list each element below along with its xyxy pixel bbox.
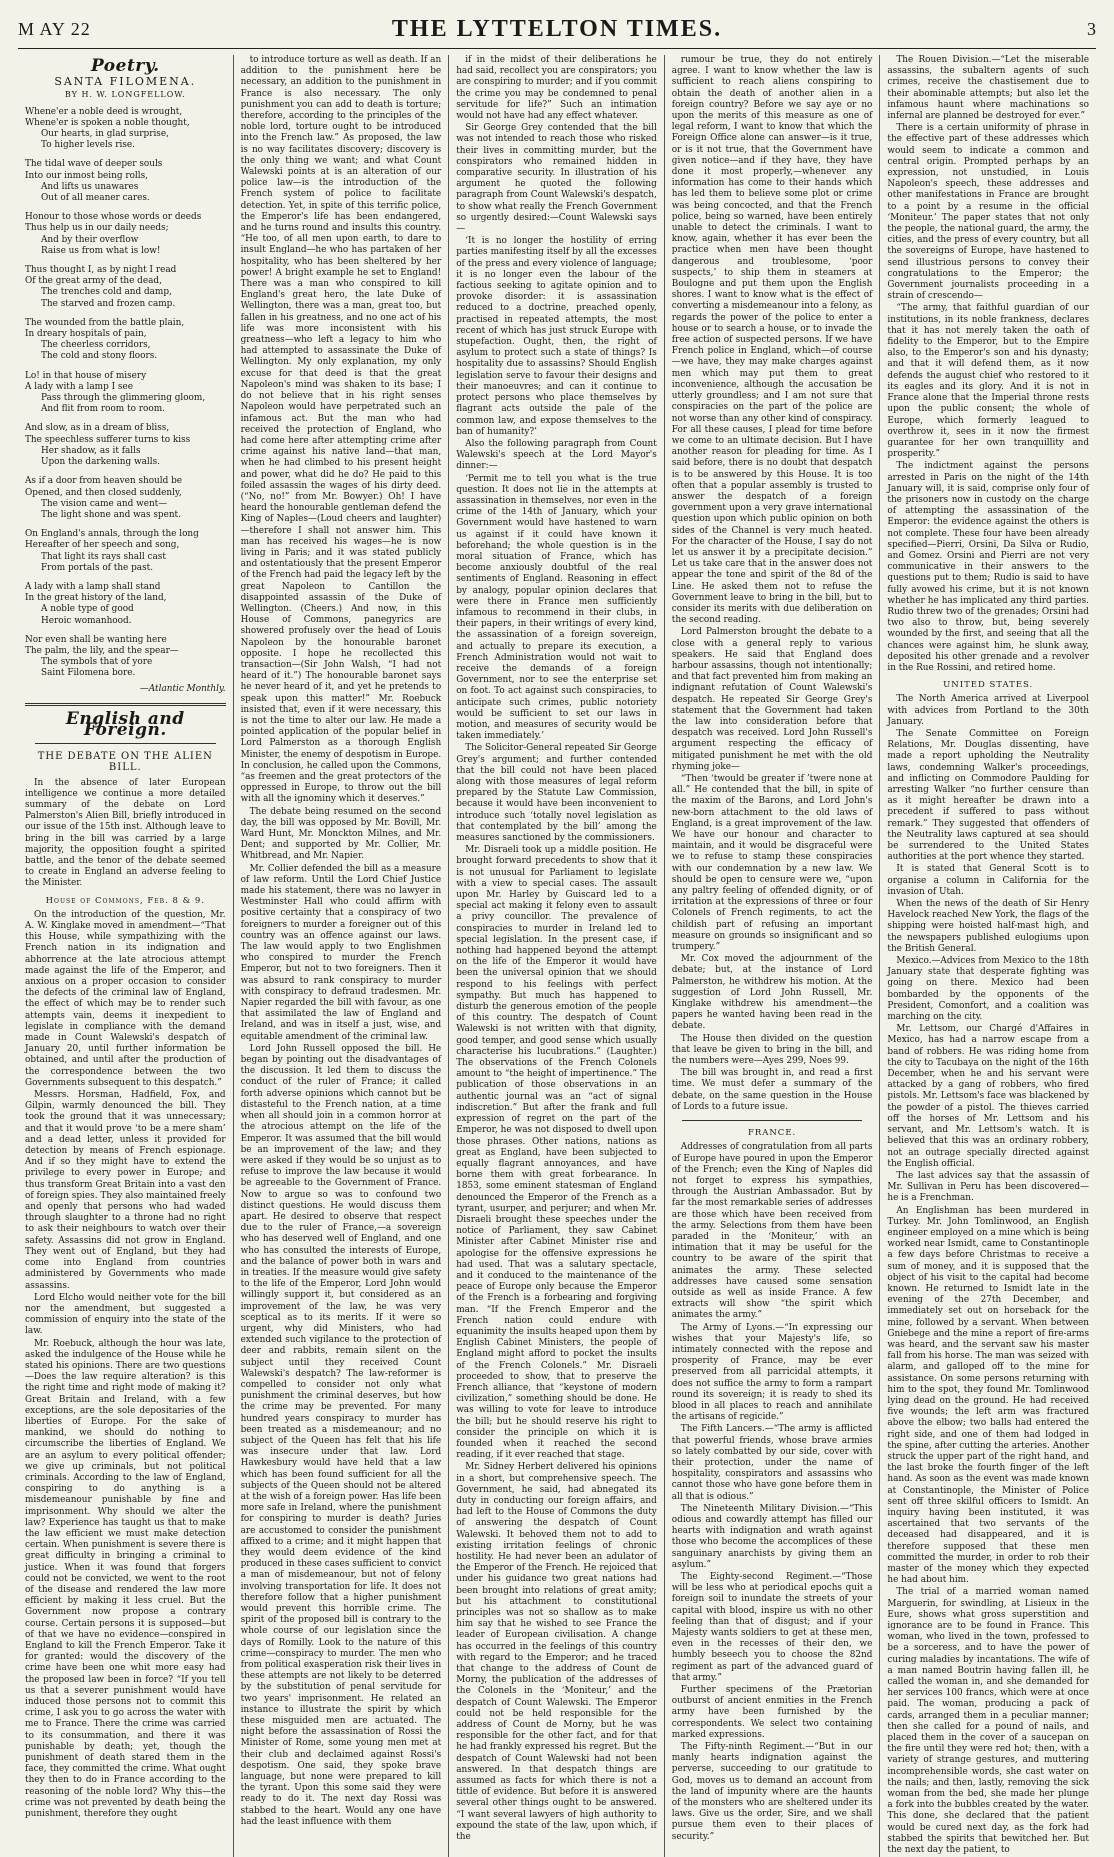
paragraph: ‘It is no longer the hostility of erring parties manifesting itself by all the excesses of the press and every violence of language; it is no longer even the labour of the factious seeking to agitate opinion and to provoke disorder: it is assassination reduced to a doctrine, preached openly, practised in repeated attempts, the most recent of which has just struck Europe with stupefaction. Ought, then, the right of asylum to protect such a state of things? Is hospitality due to assassins? Should English legislation serve to favour their designs and their manoeuvres; and can it continue to protect persons who place themselves by flagrant acts outside the pale of the common law, and expose themselves to the ban of humanity?’ xyxy=(456,236,657,437)
united-states-heading: UNITED STATES. xyxy=(943,680,1034,691)
poem-line: On England's annals, through the long xyxy=(25,529,199,540)
poem-line: Upon the darkening walls. xyxy=(41,457,160,468)
paragraph: The Fifty-ninth Regiment.—“But in our manly hearts indignation against the perverse, succeeding to our gratitude to God, moves us to demand an account from the land of impunity where are the haunts of the monsters who are sheltered under its laws. Give us the order, Sire, and we shall pursue them even to their places of security.” xyxy=(671,1742,873,1842)
paragraph: Mr. Cox moved the adjournment of the debate; but, at the instance of Lord Palmerston, he withdrew his motion. At the suggestion of Lord John Russell, Mr. Kinglake withdrew his amendment—the papers he wanted having been read in the debate. xyxy=(671,954,873,1032)
column-1 xyxy=(18,55,234,1857)
paragraph: rumour be true, they do not entirely agree. I want to know whether the law is sufficient to reach aliens conspiring to obtain the death of another alien in a foreign country? Before we say aye or no upon the merits of this measure as one of legal reform, I want to know that which the Foreign Office alone can answer—is it true, or is it not true, that the Government have given notice—and if they have, they have done it most properly,—whenever any information has come to their hands which has led them to believe some plot or crime was being concocted, and that the French police, being so warned, have been entirely unable to detect the criminals. I want to know, again, whether it has ever been the practice when men have been thought dangerous and troublesome, ‘poor suspects,’ to ship them in steamers at Boulogne and put them upon the English shores. I want to know what is the effect of converting a misdemeanour into a felony, as regards the power of the police to enter a house or to search a house, or to invade the free action of suspected persons. If we have French police in England, which—of course—we have, they may make charges against men which may put them to great inconvenience, although the accusation be utterly groundless; and I am not sure that conspiracies on the part of the police are not worse than any other kind of conspiracy. For all these causes, I plead for time before we come to an ultimate decision. But I have another reason for pleading for time. As I said before, there is no doubt that despatch is to be answered by this House. It is too often that a popular assembly is trusted to answer the despatch of a foreign government upon a very grave international question upon which public opinion on both sides of the Channel is very much heated. For the character of the House, I say do not let us answer it by a precipitate decision.” Let us take care that in the answer does not appear the tone and spirit of the 8d of the Line. He asked them not to refuse the Government leave to bring in the bill, but to consider its merits with due deliberation on the second reading. xyxy=(671,55,873,626)
poem-line: Thus thought I, as by night I read xyxy=(25,265,177,276)
news-heading: English and Foreign. xyxy=(65,708,185,740)
article-title: THE DEBATE ON THE ALIEN BILL. xyxy=(37,751,213,774)
poem-line: From portals of the past. xyxy=(41,562,154,573)
poem-line: A noble type of good xyxy=(41,604,134,615)
subheading: House of Commons, Feb. 8 & 9. xyxy=(45,895,205,906)
poem-stanza xyxy=(25,212,226,257)
poem-line: The cold and stony floors. xyxy=(41,351,158,362)
poem-line: That light its rays shall cast xyxy=(41,551,166,562)
poem-stanza xyxy=(25,265,226,310)
paragraph: Messrs. Horsman, Hadfield, Fox, and Gilpin, warmly denounced the bill. They took the ground that it was unnecessary; and that it would prove ‘to be a mere sham’ and a dead letter, unless it provided for detection by means of French espionage. And if so they might have to extend the privilege to every power in Europe; and thus transform Great Britain into a vast den of foreign spies. They also maintained freely and openly that persons who had waded through slaughter to a throne had no right to ask their neighbours to watch over their safety. Assassins did not grow in England. They went out of England, but they had come into England from countries administered by Governments who made assassins. xyxy=(25,1090,226,1291)
poem-line: Her shadow, as it falls xyxy=(41,445,141,456)
poem-line: The wounded from the battle plain, xyxy=(25,317,185,328)
poem-line: Our hearts, in glad surprise, xyxy=(41,129,169,140)
paragraph: In the absence of later European intelligence we continue a more detailed summary of the debate on Lord Palmerston's Alien Bill, briefly introduced in our issue of the 15th inst. Although leave to bring in the bill was carried by a large majority, the opposition fought a spirited battle, and the tenor of the debate seemed to create in England an adverse feeling to the Minister. xyxy=(25,777,226,889)
poem-line: Raise us from what is low! xyxy=(41,245,161,256)
paragraph: The Fifth Lancers.—“The army is afflicted that powerful friends, whose brave armies so lately combatted by our side, cover with their protection, under the name of hospitality, conspirators and assassins who cannot those who have gone before them in all that is odious.” xyxy=(671,1424,873,1502)
paragraph: The indictment against the persons arrested in Paris on the night of the 14th January will, it is said, comprise only four of the prisoners now in custody on the charge of attempting the assassination of the Emperor: the evidence against the others is not complete. These four have been already specified—Pierri, Orsini, Da Silva or Rudio, and Gomez. Orsini and Pierri are not very communicative in their answers to the questions put to them; Rudio is said to have fully avowed his crime, but it is not known whether he has implicated any third parties. Rudio threw two of the grenades; Orsini had two also to throw, but, being severely wounded by the first, and seeing that all the chances were against him, he slunk away, deposited his other grenade and a revolver in the Rue Rossini, and retired home. xyxy=(887,461,1089,673)
paragraph: Mr. Collier defended the bill as a measure of law reform. Until the Lord Chief Justice made his statement, there was no lawyer in Westminster Hall who could affirm with positive certainty that a conspiracy of two foreigners to murder a foreigner out of this country was an offence against our laws. The law would apply to two Englishmen who conspired to murder the French Emperor, but not to two foreigners. Then it was absurd to rank conspiracy to murder with conspiracy to defraud tradesmen. Mr. Napier regarded the bill with favour, as one that assimilated the law of England and Ireland, and was in itself a just, wise, and equitable amendment of the criminal law. xyxy=(240,863,442,1042)
paragraph: The Solicitor-General repeated Sir George Grey's argument; and further contended that the bill could not have been placed along with those measures of legal reform prepared by the Statute Law Commission, because it would have been inconvenient to introduce such ‘totally novel legislation as that contemplated by the bill’ among the measures sanctioned by the commissioners. xyxy=(456,743,657,844)
paragraph: “The army, that faithful guardian of our institutions, in its noble frankness, declares that it has not merely taken the oath of fidelity to the Emperor, but to the Empire also, to the Emperor's son and his dynasty; and that it will defend them, as it now defends the august chief who restored to it its eagles and its glory. And it is not in France alone that the Imperial throne rests upon the public consent; the whole of Europe, which formerly leagued to overthrow it, sees in it now the firmest guarantee for her own tranquillity and prosperity.” xyxy=(887,303,1089,460)
poem-line: And flit from room to room. xyxy=(41,404,165,415)
paragraph: ‘Permit me to tell you what is the true question. It does not lie in the attempts at assassination in themselves, nor even in the crime of the 14th of January, which your Government would have hastened to warn us against if it could have known it beforehand; the whole question is in the moral situation of France, which has become anxiously doubtful of the real sentiments of England. Reasoning in effect by analogy, popular opinion declares that were there in France men sufficiently infamous to recommend in their clubs, in their papers, in their writings of every kind, the assassination of a foreign sovereign, and actually to prepare its execution, a French Administration would not wait to receive the demands of a foreign Government, nor to see the enterprise set on foot. To act against such conspiracies, to anticipate such crimes, public notoriety would be sufficient to set our laws in motion, and measures of security would be taken immediately.’ xyxy=(456,473,657,742)
poem-stanza xyxy=(25,529,226,574)
paragraph: if in the midst of their deliberations he had said, recollect you are conspirators; you are conspiring to murder; and if you commit the crime you may be condemned to penal servitude for life?” Such an intimation would not have had any effect whatever. xyxy=(456,55,657,122)
poem-line: The trenches cold and damp, xyxy=(41,287,172,298)
poem-line: Pass through the glimmering gloom, xyxy=(41,393,206,404)
paragraph: Mr. Sidney Herbert delivered his opinions in a short, but comprehensive speech. The Government, he said, had abnegated its duty in conducting our foreign affairs, and had left to the House of Commons the duty of answering the despatch of Count Walewski. It behoved them not to add to existing irritation feelings of chronic hostility. He had never been an adulator of the Emperor of the French. He rejoiced that under his guidance two great nations had been brought into relations of great amity; but his attachment to constitutional principles was not so shallow as to make him say that he wished to see France the leader of European civilisation. A change has occurred in the feelings of this country with regard to the Emperor; and he traced that change to the address of Count de Morny, the publication of the addresses of the Colonels in the ‘Moniteur,’ and the despatch of Count Walewski. The Emperor could not be held responsible for the address of Count de Morny, but he was responsible for the other fact, and for that he had frankly expressed his regret. But the despatch of Count Walewski had not been answered. In that despatch things are assumed as facts for which there is not a tittle of evidence. But before it is answered several other things ought to be answered. “I want several lawyers of high authority to expound the state of the law, upon which, if the xyxy=(456,1462,657,1843)
poem-stanza xyxy=(25,371,226,416)
paragraph: to introduce torture as well as death. If an addition to the punishment here be necessary, an addition to the punishment in France is also necessary. The only punishment you can add to death is torture; therefore, according to the principles of the noble lord, torture ought to be introduced into the French law.” As proposed, the law is no way facilitates discovery; discovery is the only thing we want; and what Count Walewski points at is an alteration of our police law—is the introduction of the French system of police to facilitate detection. Yet, in spite of this terrific police, the Emperor's life has been endangered, and he turns round and insults this country. “He too, of all men upon earth, to dare to insult England—he who has partaken of her hospitality, who has been sheltered by her power! A bright example he set to England! There was a man who conspired to kill England's great hero, the late Duke of Wellington, there was a man, great too, but fallen in his greatness, and no one act of his life was more inconsistent with his greatness—who left a legacy to him who had attempted to assassinate the Duke of Wellington. My only explanation, my only excuse for that deed is that the great Napoleon's mind was shaken to its base; I do not believe that in his right senses Napoleon would have perpetrated such an infamous act. But the man who had received the protection of England, who had come here after attempting crime after crime against his native land—that man, when he had climbed to his present height and power, what did he do? He paid to this foiled assassin the wages of his dirty deed. (“No, no!” from Mr. Bowyer.) Oh! I have heard the honourable gentleman defend the King of Naples—(Loud cheers and laughter)—therefore I shall not answer him. This man has received his wages—he is now living in Paris; and it was stated publicly and ostentatiously that the present Emperor of the French had paid the legacy left by the great Napoleon to Cantillon the disappointed assassin of the Duke of Wellington. (Cheers.) And now, in this House of Commons, panegyrics are showered profusely over the head of Louis Napoleon by the honourable baronet opposite. I hope he recollected this transaction—(Sir John Walsh, “I had not heard of it.”) The honourable baronet says he never heard of it, and yet he pretends to speak upon this matter!” Mr. Roebuck insisted that, even if it were necessary, this is not the time to alter our law. He made a pointed application of the popular belief in Lord Palmerston as a thorough English Minister, the enemy of despotism in Europe. In conclusion, he called upon the Commons, “as freemen and the great protectors of the oppressed in Europe, to throw out the bill with all the ignominy which it deserves.” xyxy=(240,55,442,805)
poem-line: The starved and frozen camp. xyxy=(41,298,176,309)
poem-line: And by their overflow xyxy=(41,234,139,245)
poem-line: Hereafter of her speech and song, xyxy=(25,540,180,551)
paragraph: The trial of a married woman named Marguerin, for swindling, at Lisieux in the Eure, shows what gross superstition and ignorance are to be found in France. This woman, who lived in the town, professed to be a sorceress, and to have the power of curing maladies by incantations. The wife of a man named Boutrin having fallen ill, he called the woman in, and she demanded for her services 100 francs, which were at once paid. The woman, producing a pack of cards, arranged them in a peculiar manner; then she called for a pound of nails, and placed them in the cover of a saucepan on the fire until they were red hot; then, with a variety of strange gestures, and muttering incomprehensible words, she cast water on the nails; and then, lastly, removing the sick woman from the bed, she made her plunge a fork into the bubbles created by the water. This done, she declared that the patient would be cured next day, as the fork had stabbed the spirits that bewitched her. But the next day the patient, to xyxy=(887,1587,1089,1856)
section-divider xyxy=(25,703,226,706)
poem-title: SANTA FILOMENA. xyxy=(54,75,197,89)
poem-line: The palm, the lily, and the spear— xyxy=(25,645,179,656)
poem-line: Into our inmost being rolls, xyxy=(25,170,148,181)
poem-line: The speechless sufferer turns to kiss xyxy=(25,434,191,445)
poem-line: Opened, and then closed suddenly, xyxy=(25,487,182,498)
poem-line: A lady with a lamp I see xyxy=(25,381,133,392)
poem-body xyxy=(25,107,226,680)
newspaper-title: THE LYTTELTON TIMES. xyxy=(391,15,723,42)
poem-line: The light shone and was spent. xyxy=(41,509,181,520)
paragraph: Lord John Russell opposed the bill. He began by pointing out the disadvantages of the discussion. It led them to discuss the conduct of the ruler of France; it called forth adverse opinions which cannot but be distasteful to the French nation, at a time when all should join in a common horror at the atrocious attempt on the life of the Emperor. It was assumed that the bill would be an improvement of the law; and they were asked if they would be so unjust as to refuse to improve the law because it would be agreeable to the Government of France. Now to argue so was to confound two distinct questions. He would discuss them apart. He desired to observe that respect due to the ruler of France,—a sovereign who has deserved well of England, and one who has consulted the interests of Europe, and the balance of power both in wars and in treaties. If the measure would give safety to the life of the Emperor, Lord John would willingly support it, but considered as an improvement of the law, he was very sceptical as to its merits. If it were so urgent, why did Ministers, who had extended such vigilance to the protection of deer and rabbits, remain silent on the subject until they received Count Walewski's despatch? The law-reformer is compelled to consider not only what punishment the criminal deserves, but how the crime may be prevented. For many hundred years conspiracy to murder has been treated as a misdemeanour; and no subject of the Queen has felt that his life was insecure under that law. Lord Hawkesbury would have held that a law which has been found sufficient for all the subjects of the Queen should not be altered at the wish of a foreign power. Has life been more safe in Ireland, where the punishment for conspiring to murder is death? Juries are accustomed to consider the punishment affixed to a crime; and it might happen that they would deem evidence of the kind produced in these cases sufficient to convict a man of misdemeanour, but not of felony involving transportation for life. It does not therefore follow that a higher punishment would prevent this horrible crime. The spirit of the proposed bill is contrary to the whole course of our legislation since the days of Romilly. Look to the nature of this crime—conspiracy to murder. The men who from political exasperation risk their lives in these attempts are not likely to be deterred by the substitution of penal servitude for two years' imprisonment. He related an instance to illustrate the spirit by which these misguided men are actuated. The night before the assassination of Rossi the Minister of Rome, some young men met at their club and declaimed against Rossi's despotism. One said, they spoke brave language, but none were prepared to kill the tyrant. Upon this some said they were ready to do it. The next day Rossi was stabbed to the heart. Would any one have had the least influence with them xyxy=(240,1043,442,1827)
poem-line: And lifts us unawares xyxy=(41,181,139,192)
masthead xyxy=(18,10,1096,49)
paragraph: There is a certain uniformity of phrase in the effective part of these addresses which would seem to indicate a common and central origin. Prompted perhaps by an expression, not unstudied, in Louis Napoleon's speech, these addresses and other manifestations in France are brought to a point by a resume in the official ‘Moniteur.’ The paper states that not only the people, the national guard, the army, the cities, and the press of every country, but all the sovereigns of Europe, have hastened to send illustrious persons to convey their congratulations to the Emperor; the Government journalists proceeding in a strain of crescendo— xyxy=(887,123,1089,302)
poem-credit: —Atlantic Monthly. xyxy=(139,683,226,694)
divider xyxy=(682,1120,863,1121)
column-4 xyxy=(665,55,881,1857)
poem-line: The vision came and went— xyxy=(41,498,168,509)
paragraph: Also the following paragraph from Count Walewski's speech at the Lord Mayor's dinner:— xyxy=(456,438,657,472)
poem-line: In dreary hospitals of pain, xyxy=(25,329,147,340)
paragraph: The Army of Lyons.—“In expressing our wishes that your Majesty's life, so intimately connected with the repose and prosperity of France, may be ever preserved from all parricidal attempts, it does not suffice the army to form a rampart round its sovereign; it is ready to shed its blood in all places to reach and annihilate the artisans of regicide.” xyxy=(671,1322,873,1423)
poem-stanza xyxy=(25,318,226,363)
paragraph: The North America arrived at Liverpool with advices from Portland to the 30th January. xyxy=(887,694,1089,727)
issue-date: M AY 22 xyxy=(18,18,91,39)
poem-stanza xyxy=(25,159,226,204)
poem-line: Of the great army of the dead, xyxy=(25,276,162,287)
poem-stanza xyxy=(25,107,226,152)
paragraph: It is stated that General Scott is to organise a column in California for the invasion of Utah. xyxy=(887,864,1089,897)
poetry-heading: Poetry. xyxy=(90,56,160,76)
column-2 xyxy=(234,55,450,1857)
paragraph: Mr. Roebuck, although the hour was late, asked the indulgence of the House while he stated his opinions. There are two questions—Does the law require alteration? is this the right time and right mode of making it? Great Britain and Ireland, with a few exceptions, are the sole depositaries of the liberties of Europe. For the sake of mankind, we should do nothing to circumscribe the liberties of England. We are an asylum to every political offender; we give up criminals, but not political criminals. According to the law of England, conspiring to do anything is a misdemeanour punishable by fine and imprisonment. Why should we alter the law? Experience has taught us that to make the law efficient we must make detection certain. When punishment is severe there is great difficulty in bringing a criminal to justice. When it was found that forgers could not be convicted, we went to the root of the disease and rendered the law more efficient by making it less cruel. But the Government now propose a contrary course. Certain persons it is supposed—but of that we have no evidence—conspired in England to kill the French Emperor. Take it for granted: would the discovery of the crime have been one whit more easy had the proposed law been in force? “If you tell us that a severer punishment would have induced those persons not to commit this crime, I ask you to go across the water with me to France. There the crime was carried to its consummation, and there it was punishable by death; yet, though the punishment of death stared them in the face, they committed the crime. What ought they then to do in France according to the reasoning of the noble lord? Why this—the crime was not prevented by death being the punishment, therefore they ought xyxy=(25,1338,226,1820)
poem-stanza xyxy=(25,582,226,627)
poem-line: Whene'er a noble deed is wrought, xyxy=(25,106,183,117)
page-number: 3 xyxy=(1087,18,1096,39)
poem-line: The cheerless corridors, xyxy=(41,340,151,351)
poem-byline: BY H. W. LONGFELLOW. xyxy=(64,90,186,100)
poem-stanza xyxy=(25,476,226,521)
poem-stanza xyxy=(25,635,226,680)
poem-line: To higher levels rise. xyxy=(41,140,135,151)
poem-line: Heroic womanhood. xyxy=(41,615,132,626)
paragraph: Further specimens of the Prætorian outburst of ancient enmities in the French army have been furnished by the correspondents. We select two containing marked expressions. xyxy=(671,1685,873,1740)
poem-line: Whene'er is spoken a noble thought, xyxy=(25,117,190,128)
poem-line: And slow, as in a dream of bliss, xyxy=(25,423,170,434)
poem-line: Honour to those whose words or deeds xyxy=(25,212,202,223)
poem-line: The symbols that of yore xyxy=(41,657,153,668)
poem-line: The tidal wave of deeper souls xyxy=(25,159,163,170)
paragraph: The Senate Committee on Foreign Relations, Mr. Douglas dissenting, have made a report upholding the Neutrality laws, condemning Walker's proceedings, and inflicting on Commodore Paulding for arresting Walker “no further censure than as it might hereafter be drawn into a precedent if suffered to pass without remark.” They suggested that offenders of the Neutrality laws captured at sea should be surrendered to the United States authorities at the port whence they started. xyxy=(887,728,1089,863)
paragraph: The bill was brought in, and read a first time. We must defer a summary of the debate, on the same question in the House of Lords to a future issue. xyxy=(671,1068,873,1112)
poem-line: In the great history of the land, xyxy=(25,593,167,604)
divider xyxy=(35,743,216,744)
poem-line: Nor even shall be wanting here xyxy=(25,634,167,645)
paragraph: Sir George Grey contended that the bill was not intended to reach those who risked their lives in committing murder, but the conspirators who remained hidden in comparative security. In illustration of his argument he quoted the following paragraph from Count Walewski's despatch, to show what really the French Government so urgently desired:—Count Walewski says— xyxy=(456,123,657,235)
france-heading: FRANCE. xyxy=(747,1128,797,1139)
poem-line: Lo! in that house of misery xyxy=(25,370,147,381)
paragraph: Mr. Disraeli took up a middle position. He brought forward precedents to show that it is not unusual for Parliament to legislate with a view to special cases. The assault upon Mr. Harley by Guiscard led to a special act making it felony even to assault a privy councillor. The prevalence of conspiracies to murder in Ireland led to special legislation. In the present case, if nothing had happened beyond the attempt on the life of the Emperor it would have been the universal opinion that we should respond to his feelings with perfect sympathy. But much has happened to disturb the generous emotion of the people of this country. The despatch of Count Walewski is not written with that dignity, good temper, and good sense which usually characterise his lucubrations.” (Laughter.) The observations of the French Colonels amount to “the height of impertinence.” The publication of those observations in an authentic journal was an “act of signal indiscretion.” But after the frank and full expression of regret on the part of the Emperor, he was not disposed to dwell upon those phrases. Other nations, nations as great as England, have been subjected to equally flagrant annoyances, and have borne them with great forbearance. In 1853, some eminent statesman of England denounced the Emperor of the French as a tyrant, usurper, and perjurer; and when Mr. Disraeli brought these speeches under the notice of Parliament, they saw Cabinet Minister after Cabinet Minister rise and apologise for the offensive expressions he had used. That was a salutary spectacle, and it conduced to the maintenance of the peace of Europe only because the Emperor of the French is a forbearing and forgiving man. “If the French Emperor and the French nation could endure with equanimity the insults heaped upon them by English Cabinet Ministers, the people of England might afford to pocket the insults of the French Colonels.” Mr. Disraeli proceeded to show, that to preserve the French alliance, that “keystone of modern civilization,” something should be done. He was willing to vote for leave to introduce the bill; but he should reserve his right to consider the principle on which it is founded when it reached the second reading, if it ever reached that stage. xyxy=(456,845,657,1461)
paragraph: When the news of the death of Sir Henry Havelock reached New York, the flags of the shipping were hoisted half-mast high, and the newspapers published eulogiums upon the British General. xyxy=(887,899,1089,954)
paragraph: The House then divided on the question that leave be given to bring in the bill, and the numbers were—Ayes 299, Noes 99. xyxy=(671,1033,873,1067)
poem-line: Thus help us in our daily needs; xyxy=(25,223,169,234)
paragraph: An Englishman has been murdered in Turkey. Mr. John Tomlinwood, an English engineer employed on a mine which is being worked near Ismidt, came to Constantinople a few days before Christmas to receive a sum of money, and it is supposed that the object of his visit to the capital had become known. He returned to Ismidt late in the evening of the 27th December, and immediately set out on horseback for the mine, followed by a servant. When between Gniebege and the mine a report of fire-arms was heard, and the servant saw his master fall from his horse. The man was seized with alarm, and galloped off to the mine for assistance. On some persons returning with him to the spot, they found Mr. Tomlinwood lying dead on the ground. He had received five wounds; the left arm was fractured above the elbow; two balls had entered the right side, and one of them had lodged in the spine, after cutting the arteries. Another struck the upper part of the right hand, and the last broke the fourth finger of the left hand. As soon as the event was made known at Constantinople, the Minister of Police sent off three skilful officers to Ismidt. An inquiry having been instituted, it was ascertained that two servants of the deceased had disappeared, and it is therefore supposed that these men committed the murder, in order to rob their master of the money which they expected he had about him. xyxy=(887,1205,1089,1586)
poem-line: Out of all meaner cares. xyxy=(41,193,150,204)
paragraph: Lord Elcho would neither vote for the bill nor the amendment, but suggested a commission of enquiry into the state of the law. xyxy=(25,1292,226,1337)
paragraph: Mexico.—Advices from Mexico to the 18th January state that desperate fighting was going on there. Mexico had been bombarded by the opponents of the President, Comonfort, and a coalition was marching on the city. xyxy=(887,956,1089,1023)
paragraph: The Nineteenth Military Division.—“This odious and cowardly attempt has filled our hearts with indignation and wrath against those who become the accomplices of these sanguinary anarchists by giving them an asylum.” xyxy=(671,1503,873,1570)
poem-line: As if a door from heaven should be xyxy=(25,476,183,487)
paragraph: On the introduction of the question, Mr. A. W. Kinglake moved in amendment—“That this House, while sympathizing with the French nation in its indignation and abhorrence at the late atrocious attempt made against the life of the Emperor, and anxious on a proper occasion to consider the defects of the criminal law of England, the effect of which may be to render such attempts vain, deems it inexpedient to legislate in compliance with the demand made in Count Walewski's despatch of January 20, until further information be obtained, and until after the production of the correspondence between the two Governments subsequent to this despatch.” xyxy=(25,909,226,1088)
paragraph: The debate being resumed on the second day, the bill was opposed by Mr. Bovill, Mr. Ward Hunt, Mr. Monckton Milnes, and Mr. Dent; and supported by Mr. Collier, Mr. Whitbread, and Mr. Napier. xyxy=(240,806,442,862)
paragraph: Lord Palmerston brought the debate to a close with a general reply to various speakers. He said that England does harbour assassins, though not intentionally; and that fact prevented him from making an indignant refutation of Count Walewski's despatch. He repeated Sir George Grey's statement that the Government had taken the law into consideration before that despatch was received. Lord John Russell's argument respecting the efficacy of mitigated punishment he met with the old rhyming joke— xyxy=(671,627,873,772)
paragraph: Mr. Lettsom, our Chargé d'Affaires in Mexico, has had a narrow escape from a band of robbers. He was riding home from the city to Tacubaya on the night of the 16th December, when he and his servant were attacked by a gang of robbers, who fired pistols. Mr. Lettsom's face was blackened by the powder of a pistol. The thieves carried off the horses of Mr. Lettsom and his servant, and Mr. Lettsom's watch. It is believed that this was an ordinary robbery, not an outrage specially directed against the English official. xyxy=(887,1024,1089,1169)
paragraph: The last advices say that the assassin of Mr. Sullivan in Peru has been discovered—he is a Frenchman. xyxy=(887,1170,1089,1204)
columns xyxy=(18,55,1096,1856)
poem-line: Saint Filomena bore. xyxy=(41,668,136,679)
paragraph: The Rouen Division.—“Let the miserable assassins, the subaltern agents of such crimes, receive the chastisement due to their abominable attempts; but also let the infamous haunt where machinations so infernal are planned be destroyed for ever.” xyxy=(887,55,1089,122)
paragraph: The Eighty-second Regiment.—“Those will be less who at periodical epochs quit a foreign soil to inundate the streets of your capital with blood, inspire us with no other feeling than that of disgust; and if your Majesty wants soldiers to get at these men, even in the recesses of their den, we humbly beseech you to choose the 82nd regiment as part of the advanced guard of that army.” xyxy=(671,1572,873,1683)
column-5 xyxy=(880,55,1096,1857)
paragraph: Addresses of congratulation from all parts of Europe have poured in upon the Emperor of the French; even the King of Naples did not forget to express his sympathies, through the Austrian Ambassador. But by far the most remarkable series of addresses are those which have been received from the army. Selections from them have been paraded in the ‘Moniteur,’ with an intimation that it may be useful for the country to be aware of the spirit that animates the army. These selected addresses have caused some sensation outside as well as inside France. A few extracts will show “the spirit which animates the army.” xyxy=(671,1142,873,1321)
poem-line: A lady with a lamp shall stand xyxy=(25,581,161,592)
column-3 xyxy=(449,55,665,1857)
poem-stanza xyxy=(25,423,226,468)
paragraph: “Then ‘twould be greater if ’twere none at all.” He contended that the bill, in spite of the maxim of the Barons, and Lord John's new-born attachment to the old laws of England, is a great improvement of the law. We have our honour and character to maintain, and it would be disgraceful were we to refuse to stamp these conspiracies with our condemnation by a new law. We should be open to censure were we, “upon any paltry feeling of offended dignity, or of irritation at the expressions of three or four Colonels of French regiments, to act the childish part of refusing an important measure on grounds so insignificant and so trumpery.” xyxy=(671,774,873,953)
